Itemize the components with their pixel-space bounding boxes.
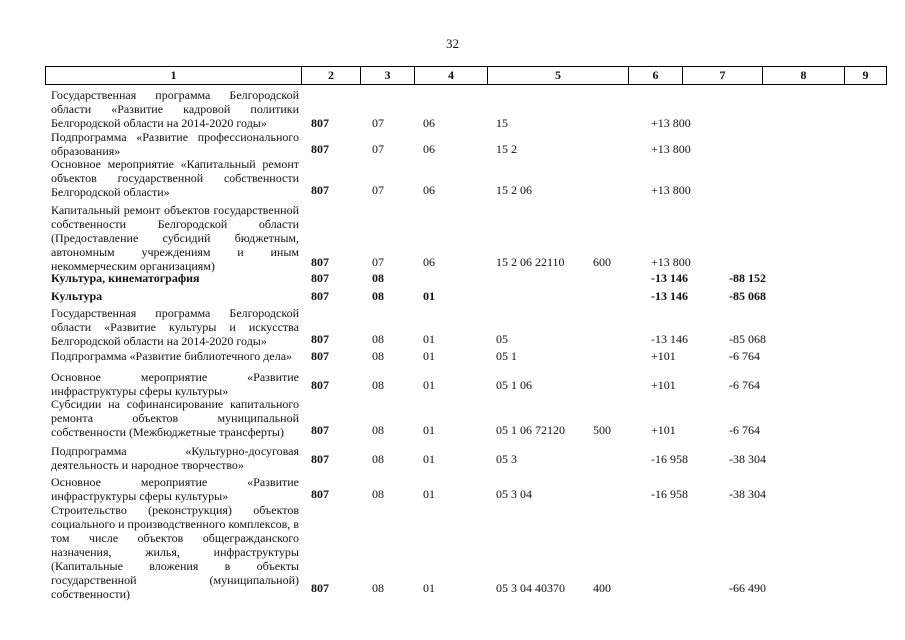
description-line: (Предоставление субсидий бюджетным,: [51, 231, 299, 245]
cell-col-7: +101: [651, 423, 676, 437]
cell-col-8: -85 068: [729, 289, 766, 303]
cell-col-2: 807: [311, 183, 329, 197]
description-line: некоммерческим организациям): [51, 259, 215, 273]
row-description: [51, 157, 299, 199]
cell-col-2: 807: [311, 452, 329, 466]
description-line: деятельность и народное творчество»: [51, 458, 244, 472]
description-line: государственной (муниципальной): [51, 573, 299, 587]
description-line: Государственная программа Белгородской: [51, 306, 299, 320]
description-line: Культура, кинематография: [51, 271, 200, 285]
cell-col-7: +101: [651, 378, 676, 392]
description-line: объектов государственной собственности: [51, 171, 299, 185]
description-line: Основное мероприятие «Капитальный ремонт: [51, 157, 299, 171]
cell-col-4: 01: [423, 452, 435, 466]
header-col-4: 4: [415, 67, 488, 84]
description-line: автономным учреждениям и иным: [51, 245, 299, 259]
cell-col-5: 15 2 06 22110: [496, 255, 565, 269]
table-header: [45, 66, 887, 85]
cell-col-5: 05 1: [496, 349, 517, 363]
description-line: социального и производственного комплексов, в: [51, 517, 299, 531]
cell-col-2: 807: [311, 487, 329, 501]
cell-col-8: -38 304: [729, 452, 766, 466]
cell-col-2: 807: [311, 581, 329, 595]
cell-col-7: +13 800: [651, 183, 691, 197]
cell-col-2: 807: [311, 271, 329, 285]
cell-col-2: 807: [311, 423, 329, 437]
page-number: 32: [446, 36, 459, 51]
description-line: назначения, жилья, инфраструктуры: [51, 545, 299, 559]
cell-col-7: -13 146: [651, 332, 688, 346]
description-line: Белгородской области на 2014-2020 годы»: [51, 334, 267, 348]
description-line: Основное мероприятие «Развитие: [51, 475, 299, 489]
cell-col-3: 07: [372, 183, 384, 197]
cell-col-7: -13 146: [651, 271, 688, 285]
cell-col-7: +101: [651, 349, 676, 363]
cell-col-3: 07: [372, 116, 384, 130]
description-line: инфраструктуры сферы культуры»: [51, 489, 229, 503]
cell-col-3: 08: [372, 332, 384, 346]
description-line: Капитальный ремонт объектов государственной: [51, 203, 299, 217]
row-description: [51, 289, 299, 303]
row-description: [51, 271, 299, 285]
cell-col-4: 06: [423, 142, 435, 156]
description-line: Подпрограмма «Развитие библиотечного дела»: [51, 349, 293, 363]
cell-col-3: 08: [372, 378, 384, 392]
cell-col-3: 08: [372, 349, 384, 363]
cell-col-5: 15 2 06: [496, 183, 532, 197]
cell-col-7: +13 800: [651, 255, 691, 269]
cell-col-2: 807: [311, 255, 329, 269]
header-col-9: 9: [862, 68, 869, 82]
cell-col-8: -38 304: [729, 487, 766, 501]
row-description: [51, 475, 299, 503]
cell-col-7: -16 958: [651, 452, 688, 466]
cell-col-4: 06: [423, 116, 435, 130]
header-col-5: 5: [488, 67, 629, 84]
cell-col-3: 08: [372, 423, 384, 437]
cell-col-6: 400: [593, 581, 611, 595]
cell-col-6: 600: [593, 255, 611, 269]
description-line: Подпрограмма «Культурно-досуговая: [51, 444, 299, 458]
description-line: ремонта объектов муниципальной: [51, 411, 299, 425]
cell-col-3: 07: [372, 142, 384, 156]
header-col-3: 3: [361, 67, 415, 84]
description-line: Субсидии на софинансирование капитального: [51, 397, 299, 411]
row-description: [51, 88, 299, 130]
cell-col-2: 807: [311, 116, 329, 130]
cell-col-6: 500: [593, 423, 611, 437]
description-line: инфраструктуры сферы культуры»: [51, 384, 229, 398]
header-col-7: 7: [683, 67, 763, 84]
cell-col-7: -13 146: [651, 289, 688, 303]
cell-col-7: -16 958: [651, 487, 688, 501]
cell-col-4: 06: [423, 183, 435, 197]
row-description: [51, 203, 299, 273]
description-line: собственности Белгородской области: [51, 217, 299, 231]
cell-col-4: 01: [423, 332, 435, 346]
cell-col-5: 15 2: [496, 142, 517, 156]
cell-col-7: +13 800: [651, 142, 691, 156]
cell-col-2: 807: [311, 378, 329, 392]
row-description: [51, 370, 299, 398]
cell-col-4: 06: [423, 255, 435, 269]
cell-col-3: 08: [372, 289, 384, 303]
description-line: Подпрограмма «Развитие профессионального: [51, 130, 299, 144]
cell-col-8: -6 764: [729, 349, 760, 363]
description-line: области «Развитие кадровой политики: [51, 102, 299, 116]
cell-col-3: 08: [372, 452, 384, 466]
description-line: собственности): [51, 587, 131, 601]
description-line: Культура: [51, 289, 103, 303]
cell-col-7: +13 800: [651, 116, 691, 130]
cell-col-2: 807: [311, 349, 329, 363]
description-line: Основное мероприятие «Развитие: [51, 370, 299, 384]
cell-col-8: -88 152: [729, 271, 766, 285]
cell-col-4: 01: [423, 581, 435, 595]
description-line: Белгородской области на 2014-2020 годы»: [51, 116, 267, 130]
cell-col-5: 05 3 04 40370: [496, 581, 565, 595]
description-line: том числе объектов общегражданского: [51, 531, 299, 545]
cell-col-5: 05 1 06 72120: [496, 423, 565, 437]
cell-col-4: 01: [423, 378, 435, 392]
cell-col-2: 807: [311, 289, 329, 303]
description-line: собственности (Межбюджетные трансферты): [51, 425, 284, 439]
description-line: Белгородской области»: [51, 185, 170, 199]
cell-col-5: 05: [496, 332, 508, 346]
row-description: [51, 306, 299, 348]
cell-col-4: 01: [423, 289, 435, 303]
cell-col-3: 08: [372, 487, 384, 501]
cell-col-2: 807: [311, 142, 329, 156]
cell-col-5: 05 1 06: [496, 378, 532, 392]
cell-col-3: 08: [372, 581, 384, 595]
description-line: (Капитальные вложения в объекты: [51, 559, 299, 573]
row-description: [51, 349, 299, 363]
cell-col-5: 15: [496, 116, 508, 130]
row-description: [51, 444, 299, 472]
cell-col-4: 01: [423, 349, 435, 363]
cell-col-3: 08: [372, 271, 384, 285]
description-line: образования»: [51, 144, 121, 158]
cell-col-5: 05 3: [496, 452, 517, 466]
cell-col-8: -6 764: [729, 423, 760, 437]
cell-col-8: -6 764: [729, 378, 760, 392]
cell-col-4: 01: [423, 487, 435, 501]
row-description: [51, 503, 299, 601]
cell-col-8: -85 068: [729, 332, 766, 346]
cell-col-8: -66 490: [729, 581, 766, 595]
description-line: Строительство (реконструкция) объектов: [51, 503, 299, 517]
row-description: [51, 397, 299, 439]
description-line: области «Развитие культуры и искусства: [51, 320, 299, 334]
cell-col-2: 807: [311, 332, 329, 346]
header-col-2: 2: [302, 67, 361, 84]
header-col-1: 1: [46, 67, 302, 84]
header-col-6: 6: [629, 67, 683, 84]
cell-col-4: 01: [423, 423, 435, 437]
cell-col-3: 07: [372, 255, 384, 269]
cell-col-5: 05 3 04: [496, 487, 532, 501]
header-col-8: 8: [763, 67, 845, 84]
description-line: Государственная программа Белгородской: [51, 88, 299, 102]
row-description: [51, 130, 299, 158]
